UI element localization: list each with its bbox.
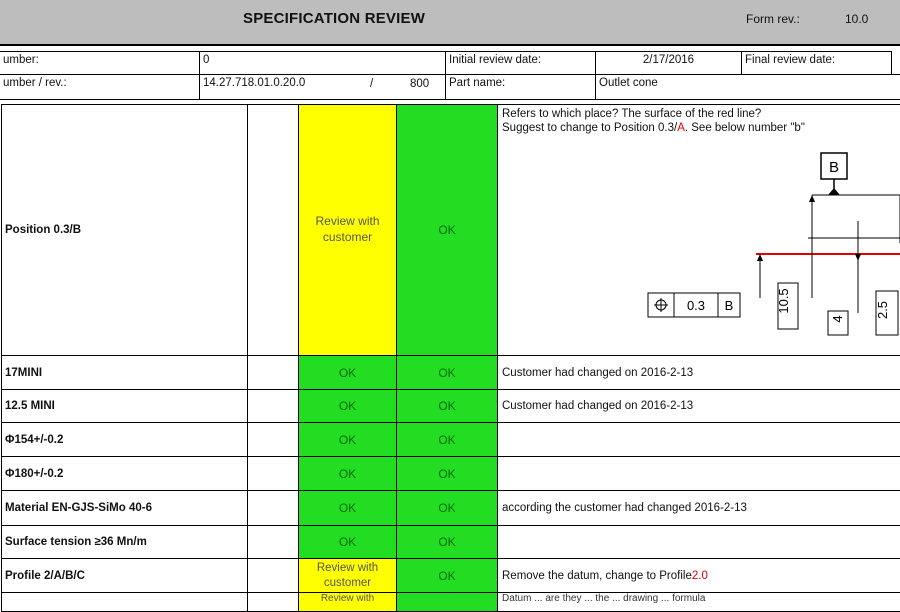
- comment-line-1: Refers to which place? The surface of the red line?: [502, 108, 762, 120]
- spec-cell: [1, 490, 248, 526]
- spec-cell: [1, 592, 248, 612]
- spec-label: Φ180+/-0.2: [5, 467, 64, 480]
- comment-red-value: 2.0: [691, 569, 708, 582]
- status-review-cell[interactable]: [298, 104, 397, 356]
- spec-cell: [1, 422, 248, 457]
- blank-cell: [247, 525, 299, 559]
- status-ok-cell[interactable]: [298, 422, 397, 457]
- status-label: OK: [338, 399, 357, 413]
- blank-cell: [247, 558, 299, 593]
- status-label: OK: [438, 535, 456, 549]
- part-name-value: Outlet cone: [599, 77, 658, 89]
- blank-cell: [247, 490, 299, 526]
- blank-cell: [247, 355, 299, 390]
- status-label: Review with: [320, 593, 375, 604]
- comment-line-2: Suggest to change to Position 0.3/A. See below number "b": [502, 122, 805, 134]
- final-review-label-cell: [741, 51, 892, 75]
- status-label: OK: [338, 365, 357, 380]
- spec-cell: [1, 355, 248, 390]
- part-name-label-cell: [445, 74, 596, 100]
- status-ok-cell[interactable]: [396, 558, 498, 593]
- status-ok-cell[interactable]: [396, 355, 498, 390]
- comment-cell: [497, 490, 900, 526]
- dim-label: 4: [830, 315, 845, 323]
- status-label: OK: [338, 535, 357, 549]
- dim-label: 2.5: [875, 300, 890, 320]
- blank-cell: [247, 592, 299, 612]
- fcf-tolerance: 0.3: [686, 298, 706, 313]
- comment-text: Customer had changed on 2016-2-13: [502, 400, 694, 412]
- form-rev-value: 10.0: [845, 12, 869, 26]
- comment-cell: [497, 592, 900, 612]
- spec-cell-position: [1, 104, 248, 356]
- blank-cell: [247, 389, 299, 423]
- part-number-separator: /: [370, 78, 374, 90]
- spec-label: Position 0.3/B: [5, 224, 82, 236]
- form-rev-label: Form rev.:: [746, 12, 800, 26]
- spec-cell: [1, 558, 248, 593]
- comment-cell: [497, 355, 900, 390]
- part-number-label: umber / rev.:: [3, 77, 67, 89]
- status-ok-cell[interactable]: [396, 592, 498, 612]
- initial-review-label-cell: [445, 51, 596, 75]
- status-label: OK: [338, 501, 357, 515]
- blank-cell: [247, 456, 299, 491]
- status-label: OK: [438, 432, 456, 447]
- initial-review-label: Initial review date:: [449, 54, 542, 66]
- comment-text: Remove the datum, change to Profile: [502, 569, 692, 582]
- spec-label: Surface tension ≥36 Mn/m: [5, 536, 147, 548]
- status-label: OK: [438, 568, 456, 583]
- part-name-value-cell[interactable]: [595, 74, 900, 100]
- final-review-label: Final review date:: [745, 54, 836, 66]
- status-label: OK: [338, 466, 357, 481]
- status-ok-cell[interactable]: [396, 490, 498, 526]
- blank-cell: [247, 104, 299, 356]
- page-title: SPECIFICATION REVIEW: [243, 10, 426, 27]
- status-ok-cell[interactable]: [298, 525, 397, 559]
- spec-label: Profile 2/A/B/C: [5, 569, 85, 582]
- fcf-datum: B: [724, 298, 734, 313]
- spec-cell: [1, 389, 248, 423]
- status-ok-cell[interactable]: [396, 525, 498, 559]
- status-ok-cell[interactable]: [396, 456, 498, 491]
- status-label: OK: [438, 365, 456, 380]
- spec-label: 17MINI: [5, 366, 43, 379]
- status-ok-cell[interactable]: [396, 389, 498, 423]
- form-header: [0, 0, 900, 46]
- status-review-cell[interactable]: [298, 558, 397, 593]
- initial-review-date: 2/17/2016: [642, 54, 695, 66]
- part-number-value-cell[interactable]: [199, 74, 446, 100]
- initial-review-date-cell[interactable]: [595, 51, 742, 75]
- comment-text: Customer had changed on 2016-2-13: [502, 366, 694, 379]
- status-ok-cell[interactable]: [298, 389, 397, 423]
- dim-label: 10.5: [776, 288, 791, 314]
- status-label: Review with customer: [315, 214, 380, 244]
- status-ok-cell[interactable]: [298, 456, 397, 491]
- status-label: OK: [438, 466, 456, 481]
- status-label: OK: [438, 501, 456, 515]
- status-review-cell[interactable]: [298, 592, 397, 612]
- spec-label: Material EN-GJS-SiMo 40-6: [5, 502, 152, 514]
- comment-cell: [497, 525, 900, 559]
- comment-cell: [497, 422, 900, 457]
- number-value-cell[interactable]: [199, 51, 446, 75]
- spec-label: Φ154+/-0.2: [5, 433, 64, 446]
- status-ok-cell[interactable]: [396, 422, 498, 457]
- number-value: 0: [203, 54, 210, 66]
- blank-cell: [247, 422, 299, 457]
- status-label: OK: [338, 432, 357, 447]
- comment-cell: [497, 389, 900, 423]
- part-number-label-cell: [0, 74, 200, 100]
- spec-label: 12.5 MINI: [5, 400, 55, 412]
- part-name-label: Part name:: [449, 77, 506, 89]
- status-label: OK: [438, 399, 456, 413]
- status-ok-cell[interactable]: [396, 104, 498, 356]
- comment-cell: [497, 558, 900, 593]
- comment-text: Datum ... are they ... the ... drawing ... formula: [502, 593, 706, 604]
- datum-label: B: [828, 159, 840, 176]
- spec-cell: [1, 525, 248, 559]
- part-number-rev: 800: [410, 78, 430, 90]
- comment-text: according the customer had changed 2016-2-13: [502, 502, 747, 514]
- status-label: Review with customer: [316, 561, 379, 589]
- comment-cell: [497, 456, 900, 491]
- gdt-drawing: [498, 143, 900, 353]
- status-label: OK: [438, 223, 456, 237]
- number-label: umber:: [3, 54, 39, 66]
- part-number-value: 14.27.718.01.0.20.0: [203, 77, 306, 89]
- status-ok-cell[interactable]: [298, 355, 397, 390]
- spec-cell: [1, 456, 248, 491]
- status-ok-cell[interactable]: [298, 490, 397, 526]
- number-label-cell: [0, 51, 200, 75]
